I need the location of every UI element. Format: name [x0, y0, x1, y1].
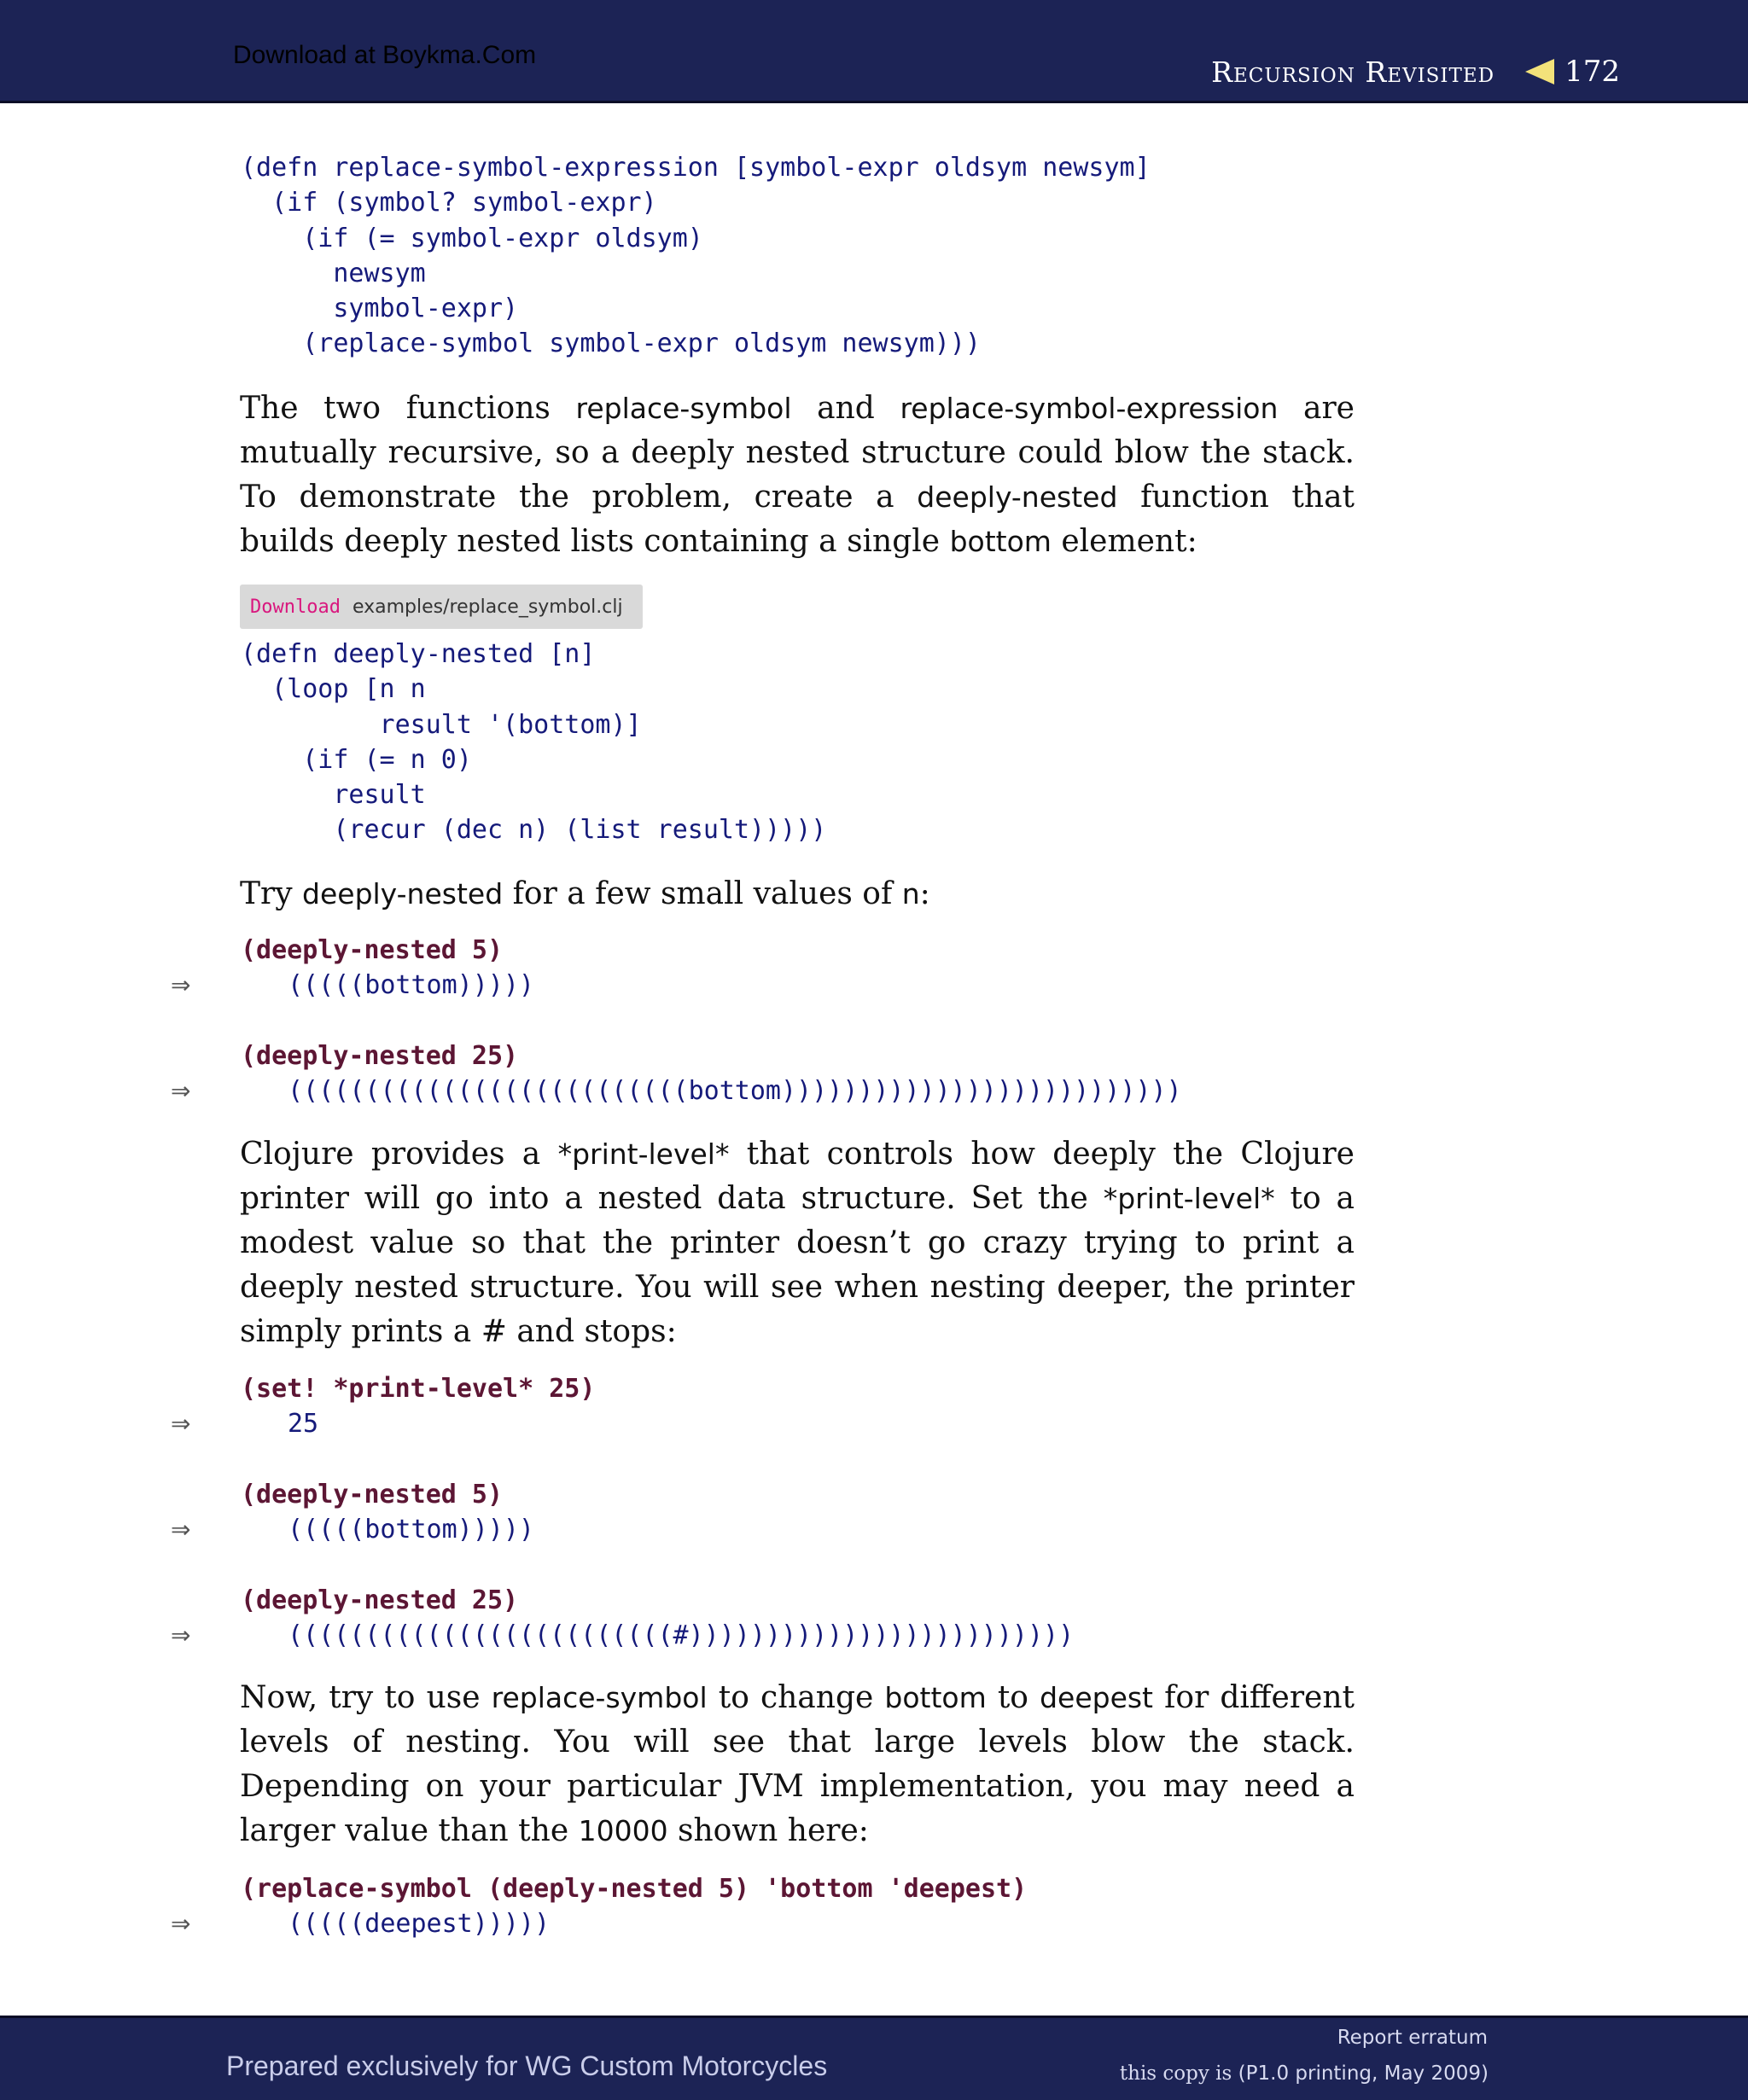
download-label[interactable]: Download — [250, 596, 341, 618]
page-header — [0, 0, 1748, 103]
repl-output: ((((((((((((((((((((((((((bottom)))))))))))))))))))))))))) — [288, 1076, 1182, 1106]
download-site-link[interactable]: Download at Boykma.Com — [233, 41, 537, 69]
result-arrow-icon: ⇒ — [171, 1621, 191, 1649]
repl-input: (deeply-nested 5) — [241, 935, 504, 965]
paragraph-try-deeply-nested: Try deeply-nested for a few small values of n: — [240, 876, 930, 911]
repl-output: (((((bottom))))) — [288, 970, 534, 1000]
result-arrow-icon: ⇒ — [171, 1077, 191, 1105]
result-arrow-icon: ⇒ — [171, 1910, 191, 1938]
page-number: 172 — [1564, 55, 1620, 89]
report-erratum-link[interactable]: Report erratum — [1337, 2027, 1488, 2049]
prepared-for-note: Prepared exclusively for WG Custom Motorcycles — [226, 2051, 828, 2081]
back-arrow-icon[interactable] — [1525, 59, 1554, 84]
page-footer — [0, 2016, 1748, 2100]
running-head — [1211, 55, 1620, 89]
paragraph-mutual-recursion: The two functions replace-symbol and replace-symbol-expression are mutually recursive, so a deeply nested structure could blow the stack. To demonstrate the problem, create a deeply-nested function that builds deeply nested lists containing a single bottom element: — [240, 391, 1355, 559]
repl-input: (set! *print-level* 25) — [241, 1374, 596, 1404]
repl-input: (deeply-nested 5) — [241, 1480, 504, 1510]
code-block-replace-symbol-expression: (defn replace-symbol-expression [symbol-expr oldsym newsym] (if (symbol? symbol-expr) (if (= symbol-expr oldsym) newsym symbol-expr) (replace-symbol symbol-expr oldsym newsym))) — [241, 153, 1151, 359]
repl-output: (((((((((((((((((((((((((#))))))))))))))))))))))))) — [288, 1620, 1075, 1650]
repl-input: (replace-symbol (deeply-nested 5) 'bottom 'deepest) — [241, 1874, 1028, 1904]
paragraph-print-level: Clojure provides a *print-level* that controls how deeply the Clojure printer will go into a nested data structure. Set the *print-level* to a modest value so that the printer doesn’t go crazy trying to print a deeply nested structure. You will see when nesting deeper, the printer simply prints a # and stops: — [240, 1137, 1355, 1349]
result-arrow-icon: ⇒ — [171, 1515, 191, 1544]
copy-info: this copy is (P1.0 printing, May 2009) — [1119, 2062, 1489, 2085]
repl-input: (deeply-nested 25) — [241, 1041, 519, 1071]
chapter-title: Recursion Revisited — [1211, 55, 1495, 89]
code-block-deeply-nested: (defn deeply-nested [n] (loop [n n result '(bottom)] (if (= n 0) result (recur (dec n) (list result))))) — [241, 639, 827, 846]
download-source-box[interactable] — [240, 585, 643, 629]
result-arrow-icon: ⇒ — [171, 1410, 191, 1438]
download-path: examples/replace_symbol.clj — [352, 596, 623, 618]
repl-output: (((((deepest))))) — [288, 1909, 551, 1939]
repl-output: (((((bottom))))) — [288, 1515, 534, 1544]
repl-output: 25 — [288, 1409, 319, 1439]
paragraph-replace-symbol: Now, try to use replace-symbol to change bottom to deepest for different levels of nesting. You will see that large levels blow the stack. Depending on your particular JVM implementation, you may need a larger value than the 10000 shown here: — [240, 1680, 1355, 1848]
repl-input: (deeply-nested 25) — [241, 1585, 519, 1615]
result-arrow-icon: ⇒ — [171, 971, 191, 999]
